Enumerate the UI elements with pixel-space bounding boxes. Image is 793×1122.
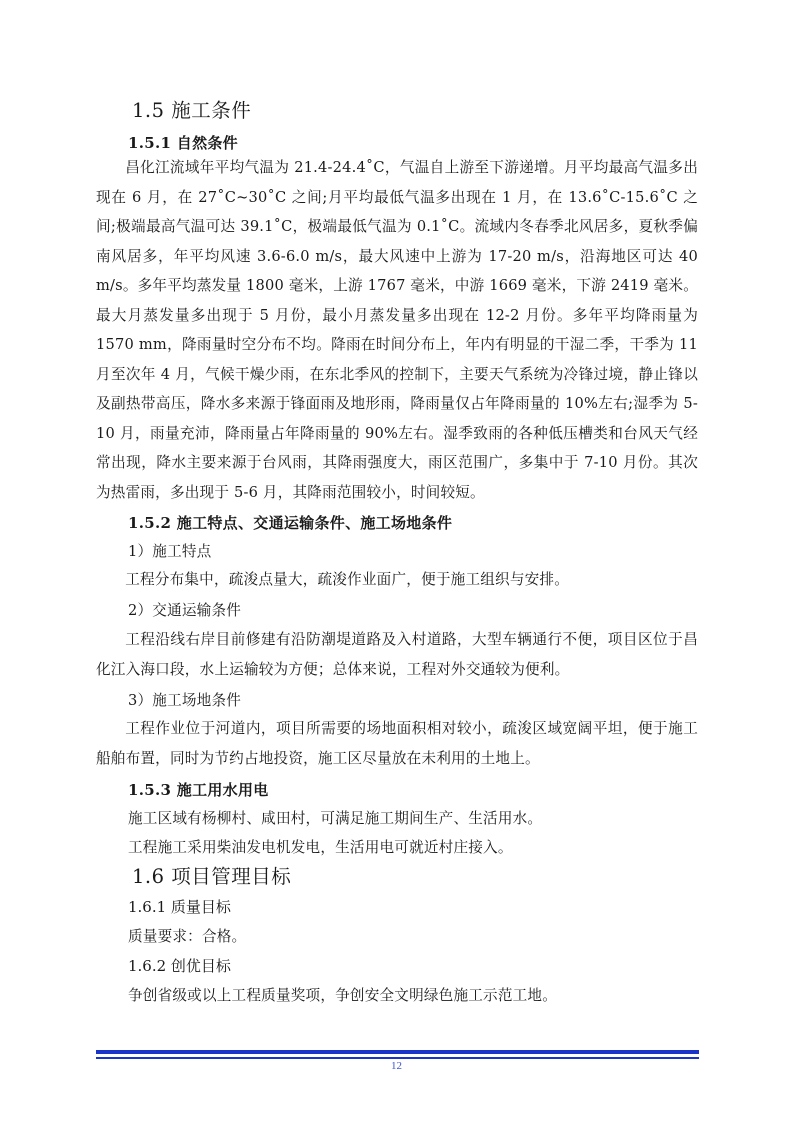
item-heading-transport-conditions: 2）交通运输条件 (128, 602, 242, 619)
line-water-supply: 施工区域有杨柳村、咸田村，可满足施工期间生产、生活用水。 (128, 810, 543, 827)
paragraph-natural-conditions: 昌化江流域年平均气温为 21.4-24.4˚C，气温自上游至下游递增。月平均最高气温多出现在 6 月，在 27˚C~30˚C 之间;月平均最低气温多出现在 1 月，在 13.6˚C-15.6˚C 之间;极端最高气温可达 39.1˚C，极端最低气温为 0.1˚C。流域内冬春季北风居多，夏秋季偏南风居多，年平均风速 3.6-6.0 m/s，最大风速中上游为 17-20 m/s，沿海地区可达 40 m/s。多年平均蒸发量 1800 毫米，上游 1767 毫米，中游 1669 毫米，下游 2419 毫米。最大月蒸发量多出现于 5 月份，最小月蒸发量多出现在 12-2 月份。多年平均降雨量为 1570 mm，降雨量时空分布不均。降雨在时间分布上，年内有明显的干湿二季，干季为 11 月至次年 4 月，气候干燥少雨，在东北季风的控制下，主要天气系统为冷锋过境，静止锋以及副热带高压，降水多来源于锋面雨及地形雨，降雨量仅占年降雨量的 10%左右;湿季为 5-10 月，雨量充沛，降雨量占年降雨量的 90%左右。湿季致雨的各种低压槽类和台风天气经常出现，降水主要来源于台风雨，其降雨强度大，雨区范围广，多集中于 7-10 月份。其次为热雷雨，多出现于 5-6 月，其降雨范围较小，时间较短。 (96, 159, 698, 501)
section-heading-1-5: 1.5 施工条件 (132, 99, 252, 122)
line-quality-requirement: 质量要求：合格。 (128, 928, 247, 945)
subsection-heading-1-5-1: 1.5.1 自然条件 (128, 134, 238, 152)
footer-rule-thick (96, 1050, 699, 1054)
item-heading-construction-features: 1）施工特点 (128, 543, 212, 560)
subsection-heading-1-6-2: 1.6.2 创优目标 (128, 957, 231, 975)
paragraph-site-conditions: 工程作业位于河道内，项目所需要的场地面积相对较小，疏浚区域宽阔平坦，便于施工船舶布置，同时为节约占地投资，施工区尽量放在未利用的土地上。 (96, 720, 698, 767)
paragraph-construction-features: 工程分布集中，疏浚点量大，疏浚作业面广，便于施工组织与安排。 (125, 571, 570, 588)
item-heading-site-conditions: 3）施工场地条件 (128, 692, 242, 709)
section-heading-1-6: 1.6 项目管理目标 (132, 865, 292, 888)
subsection-heading-1-5-2: 1.5.2 施工特点、交通运输条件、施工场地条件 (128, 514, 453, 532)
subsection-heading-1-6-1: 1.6.1 质量目标 (128, 898, 231, 916)
line-power-supply: 工程施工采用柴油发电机发电，生活用电可就近村庄接入。 (128, 839, 513, 856)
subsection-heading-1-5-3: 1.5.3 施工用水用电 (128, 781, 269, 799)
line-excellence-goal: 争创省级或以上工程质量奖项，争创安全文明绿色施工示范工地。 (128, 987, 558, 1004)
page-number: 12 (391, 1060, 402, 1072)
paragraph-transport-conditions: 工程沿线右岸目前修建有沿防潮堤道路及入村道路，大型车辆通行不便，项目区位于昌化江入海口段，水上运输较为方便；总体来说，工程对外交通较为便利。 (96, 631, 698, 678)
footer-rule-thin (96, 1057, 699, 1059)
